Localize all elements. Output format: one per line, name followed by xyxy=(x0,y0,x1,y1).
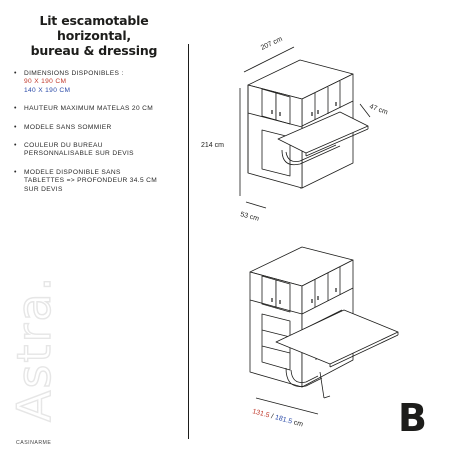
bullet-icon: • xyxy=(14,70,17,77)
open-bed-drawing xyxy=(250,247,398,398)
brand-logo xyxy=(398,397,428,435)
bullet-icon: • xyxy=(14,105,17,113)
dim-depth xyxy=(239,202,266,223)
dim-open-red: 131.5 xyxy=(251,408,271,420)
bullet-icon: • xyxy=(14,142,17,150)
dim-open-blue: 181.5 xyxy=(274,414,293,426)
feature-text: MODELE SANS SOMMIER xyxy=(24,123,112,131)
bullet-icon: • xyxy=(14,123,17,131)
dim-height xyxy=(201,88,240,196)
title-line-2: bureau & dressing xyxy=(30,43,158,58)
feature-text: MODELE DISPONIBLE SANS xyxy=(24,168,121,176)
dim-desk-depth xyxy=(360,103,389,117)
dim-width-label: 207 cm xyxy=(259,35,284,52)
watermark-text: Astra. xyxy=(7,274,61,422)
title-line-1: Lit escamotable horizontal, xyxy=(39,13,149,43)
feature-text: PERSONNALISABLE SUR DEVIS xyxy=(24,150,134,158)
dimension-red: 90 X 190 CM xyxy=(24,78,67,86)
feature-text: COULEUR DU BUREAU xyxy=(24,142,103,150)
dimension-blue: 140 X 190 CM xyxy=(24,86,71,94)
dim-open-length xyxy=(251,398,318,428)
dim-open-length-label xyxy=(251,408,303,428)
dim-open-unit: cm xyxy=(290,418,304,429)
brand-name: CASINARME xyxy=(16,440,52,446)
feature-text: SUR DEVIS xyxy=(24,185,63,193)
feature-text: TABLETTES => PROFONDEUR 34.5 CM xyxy=(24,177,158,185)
dim-open-sep: / xyxy=(268,412,276,421)
logo-letter: B xyxy=(398,397,427,435)
feature-text: HAUTEUR MAXIMUM MATELAS 20 CM xyxy=(24,105,154,113)
closed-bed-drawing xyxy=(248,60,368,188)
bullet-icon: • xyxy=(14,168,17,176)
feature-text: DIMENSIONS DISPONIBLES : xyxy=(24,70,124,77)
dim-depth-label: 53 cm xyxy=(239,211,260,223)
dim-desk-depth-label: 47 cm xyxy=(368,103,389,117)
dim-height-label: 214 cm xyxy=(201,142,224,149)
